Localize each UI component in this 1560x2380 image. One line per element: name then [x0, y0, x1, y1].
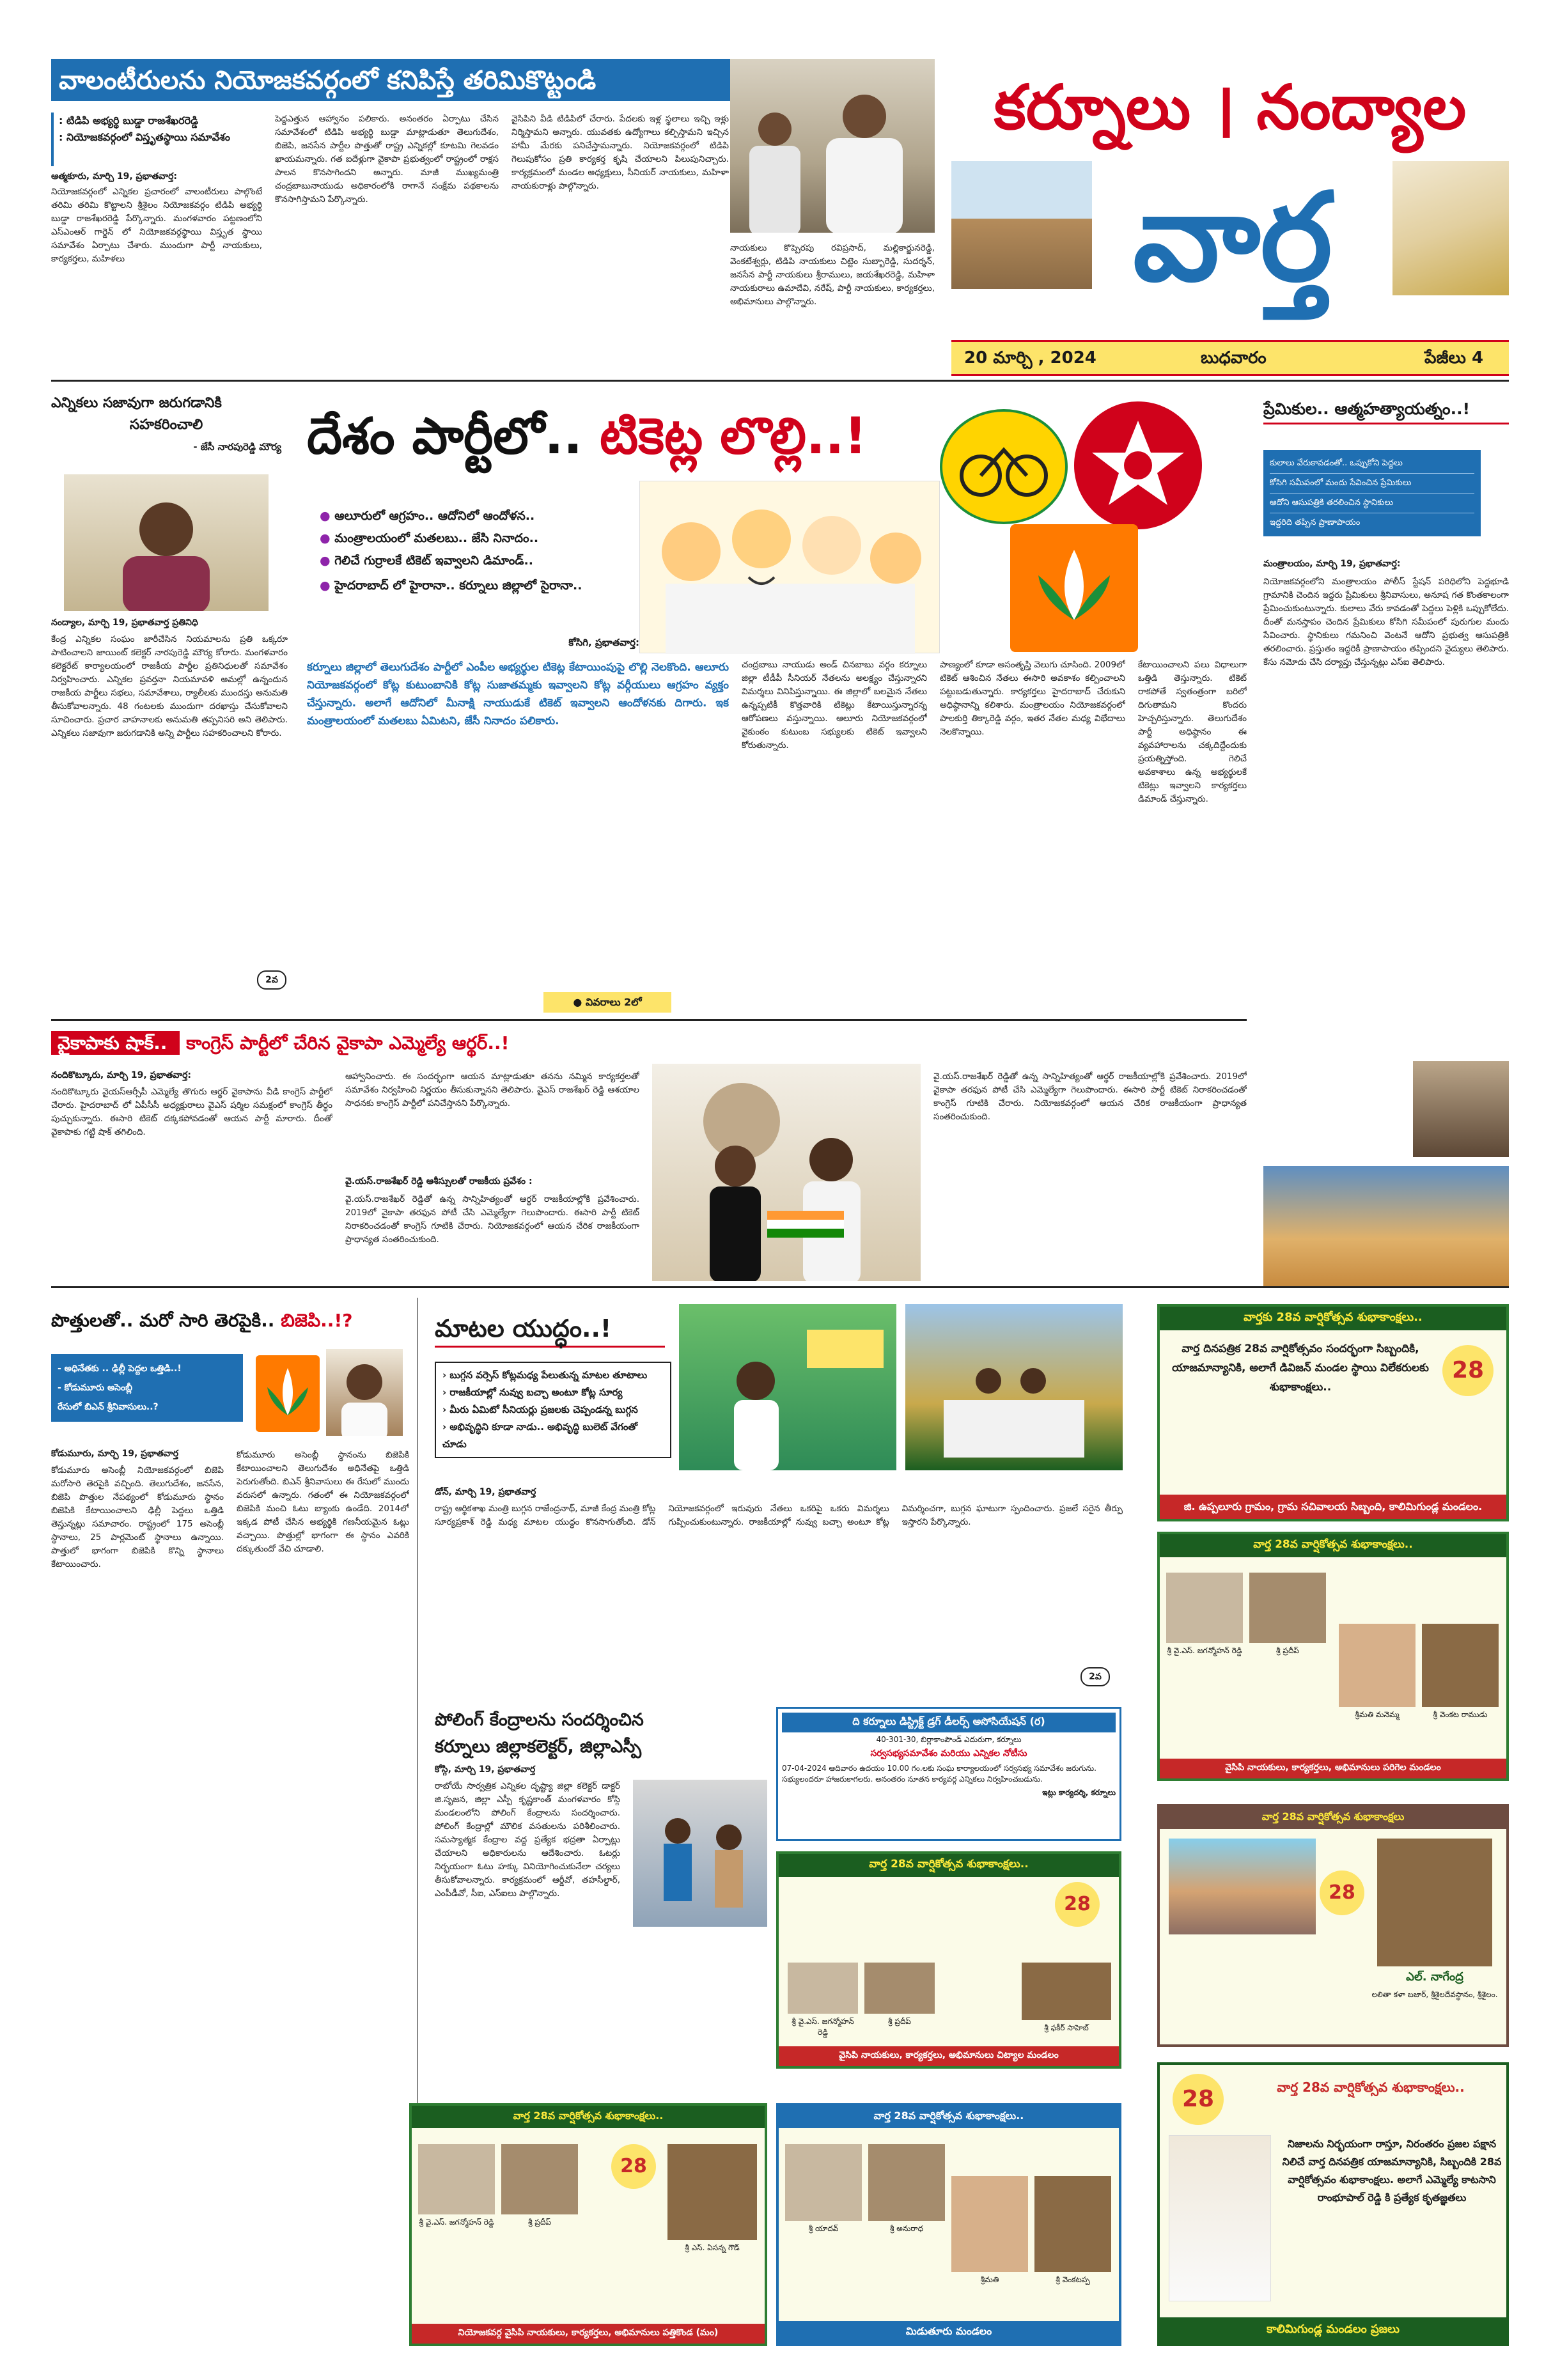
continued-marker: 2వ	[257, 970, 286, 990]
lover-photo-2	[1263, 1166, 1509, 1287]
story1-headline: వాలంటీరులను నియోజకవర్గంలో కనిపిస్తే తరిమికొట్టండి	[59, 66, 597, 95]
ad-title: వార్త 28వ వార్షికోత్సవ శుభాకాంక్షలు..	[1160, 1534, 1506, 1557]
story8-body: రాబోయే సార్వత్రిక ఎన్నికల దృష్ట్యా జిల్లా కలెక్టర్ డాక్టర్ జి.సృజన, జిల్లా ఎస్పీ కృష్ణకాంత్ మంగళవారం కోస్గి మండలంలోని పోలింగ్ కేంద్రాలను సందర్శించారు. పోలింగ్ కేంద్రాల్లో మౌలిక వసతులను పరిశీలించారు. సమస్యాత్మక కేంద్రాల వద్ద ప్రత్యేక భద్రతా ఏర్పాట్లు చేయాలని అధికారులను ఆదేశించారు. ఓటర్లు నిర్భయంగా ఓటు హక్కు వినియోగించుకునేలా చర్యలు తీసుకోవాలన్నారు. కార్యక్రమంలో ఆర్డీవో, తహసీల్దార్, ఎంపీడీవో, సీఐ, ఎస్ఐలు పాల్గొన్నారు.	[435, 1781, 620, 1899]
congress-joining-photo	[652, 1064, 921, 1281]
ad-person: శ్రీమతి	[951, 2176, 1028, 2285]
story5-col: ఆహ్వానించారు. ఈ సందర్భంగా ఆయన మాట్లాడుతూ తనను నమ్మిన కార్యకర్తలతో సమావేశం నిర్వహించి నిర్ణయం తీసుకున్నానని తెలిపారు. వైఎస్ రాజశేఖర్ రెడ్డి ఆశయాల సాధనకు కాంగ్రెస్ పార్టీలో పనిచేస్తానని పేర్కొన్నారు.	[345, 1071, 639, 1108]
ad-badge: 28	[1320, 1871, 1364, 1915]
story2-headline-line: సహకరించాలి	[129, 417, 203, 433]
story6-headline	[51, 1304, 409, 1337]
continued-marker: 2వ	[1080, 1667, 1110, 1686]
story3-headline	[307, 401, 946, 472]
story7-body: రాష్ట్ర ఆర్థికశాఖ మంత్రి బుగ్గన రాజేంద్రనాథ్, మాజీ కేంద్ర మంత్రి కోట్ల సూర్యప్రకాశ్ రెడ్డి మధ్య మాటల యుద్ధం కొనసాగుతోంది. డోన్ నియోజకవర్గంలో ఇరువురు నేతలు ఒకరిపై ఒకరు విమర్శలు గుప్పించుకుంటున్నారు. రాజకీయాల్లో నువ్వు బచ్చా అంటూ కోట్ల విమర్శించగా, బుగ్గన ఘాటుగా స్పందించారు. ప్రజలే సరైన తీర్పు ఇస్తారని పేర్కొన్నారు.	[435, 1504, 1123, 1527]
ad-person: శ్రీ ప్రదీప్	[1249, 1573, 1326, 1656]
bjp-logo-small	[256, 1355, 320, 1432]
ad-person: శ్రీ ప్రదీప్	[864, 1963, 935, 2027]
story1-col: నాయకులు కొప్పెరపు రవిప్రసాద్, మల్లికార్జునరెడ్డి, వెంకటేశ్వర్లు, టిడిపి నాయకులు చిట్టెం సుబ్బారెడ్డి, సుదర్శన్, జనసేన పార్టీ నాయకులు శ్రీరాములు, జయశేఖరరెడ్డి, మహిళా నాయకురాలు ఉమాదేవి, నరేష్, పార్టీ నాయకులు, కార్యకర్తలు, అభిమానులు పాల్గొన్నారు.	[730, 243, 935, 307]
ad-badge: 28	[1055, 1882, 1100, 1927]
story5-headline-b: కాంగ్రెస్ పార్టీలో చేరిన వైకాపా ఎమ్మెల్యే ఆర్థర్..!	[186, 1032, 510, 1054]
ad-title: వార్త 28వ వార్షికోత్సవ శుభాకాంక్షలు	[1160, 1807, 1506, 1829]
tdp-logo	[940, 409, 1068, 524]
ad-footer: నియోజకవర్గ వైసిపి నాయకులు, కార్యకర్తలు, అభిమానులు పత్తికొండ (మం)	[412, 2324, 765, 2344]
story3-bullets	[320, 509, 627, 600]
ad-badge: 28	[1442, 1345, 1494, 1396]
story1-deck-line: : నియోజకవర్గంలో విస్తృతస్థాయి సమావేశం	[59, 131, 230, 143]
ad-greeting	[1157, 1804, 1509, 2047]
story4-bullets	[1263, 450, 1481, 536]
story1-deck	[51, 113, 262, 166]
story1-deck-line: : టిడిపి అభ్యర్థి బుడ్డా రాజశేఖరరెడ్డి	[59, 114, 198, 127]
story3-headline-b: టికెట్ల లొల్లి..!	[600, 408, 867, 465]
ad-person-photo	[1377, 1839, 1492, 1966]
nandi-photo	[1392, 161, 1509, 295]
ad-person: శ్రీమతి మనెమ్మ	[1339, 1624, 1416, 1720]
ad-greeting	[776, 1851, 1121, 2069]
story3-col: పాణ్యంలో కూడా అసంతృప్తి వెలుగు చూసింది. 2009లో టికెట్ ఆశించిన నేతలు ఈసారి అవకాశం కల్పించాలని పట్టుబడుతున్నారు. కార్యకర్తలు హైదరాబాద్ చేరుకుని అధిష్ఠానాన్ని కలిశారు. మంత్రాలయం నియోజకవర్గంలో పాలకుర్తి తిక్కారెడ్డి వర్గం, ఇతర నేతల మధ్య విభేదాలు నెలకొన్నాయి.	[940, 660, 1125, 737]
story3-bullet: ● ఆలూరులో ఆగ్రహం.. ఆదోనిలో ఆందోళన..	[320, 509, 535, 523]
story6-bullet: రేసులో బిఎన్ శ్రీనివాసులు..?	[58, 1402, 159, 1412]
story3-more: ● వివరాలు 2లో	[543, 992, 671, 1013]
story7-headline: మాటల యుద్ధం..!	[435, 1309, 665, 1348]
story4-dateline: మంత్రాలయం, మార్చి 19, ప్రభాతవార్త:	[1263, 559, 1401, 569]
ad-body: నిజాలను నిర్భయంగా రాస్తూ, నిరంతరం ప్రజల పక్షాన నిలిచే వార్త దినపత్రిక యాజమాన్యానికి, సిబ్బందికి 28వ వార్షికోత్సవం శుభాకాంక్షలు. అలాగే ఎమ్మెల్యే కాటసాని రాంభూపాల్ రెడ్డి కి ప్రత్యేక కృతజ్ఞతలు	[1282, 2138, 1502, 2204]
fort-photo	[951, 161, 1092, 289]
ad-person: శ్రీ అనురాధ	[868, 2144, 945, 2234]
story6-bullet: - అధినేతకు .. ఢిల్లీ పెద్దల ఒత్తిడి..!	[58, 1364, 182, 1374]
story6-col: కోడుమూరు అసెంబ్లీ నియోజకవర్గంలో బిజెపి మరోసారి తెరపైకి వచ్చింది. తెలుగుదేశం, జనసేన, బిజెపి పొత్తుల నేపథ్యంలో కోడుమూరు స్థానం బిజెపికి కేటాయించాలని ఢిల్లీ పెద్దలు ఒత్తిడి తెస్తున్నట్లు సమాచారం. రాష్ట్రంలో 175 అసెంబ్లీ స్థానాలు, 25 పార్లమెంట్ స్థానాలు ఉన్నాయి. పొత్తులో భాగంగా బిజెపికి కొన్ని స్థానాలు కేటాయించారు.	[51, 1465, 224, 1569]
ad-person: శ్రీ వై.ఎస్. జగన్మోహన్ రెడ్డి	[788, 1963, 858, 2038]
story5-dateline: నందికొట్కూరు, మార్చి 19, ప్రభాతవార్త:	[51, 1070, 191, 1080]
story7-bullet: › మీరు ఏమిటో సీనియర్లు ప్రజలకు చెప్పండన్న బుగ్గన	[442, 1404, 638, 1415]
story3-bullet: ● హైదరాబాద్ లో హైరానా.. కర్నూలు జిల్లాలో సైరానా..	[320, 579, 582, 593]
story5-col: నందికొట్కూరు వైయస్ఆర్సీపీ ఎమ్మెల్యే తొగురు ఆర్థర్ వైకాపాను వీడి కాంగ్రెస్ పార్టీలో చేరారు. హైదరాబాద్ లో ఏపీసీసీ అధ్యక్షురాలు వైఎస్ షర్మిల సమక్షంలో కాంగ్రెస్ తీర్థం పుచ్చుకున్నారు. ఈసారి టికెట్ దక్కకపోవడంతో ఆయన పార్టీ మారారు. దీంతో వైకాపాకు గట్టి షాక్ తగిలింది.	[51, 1087, 332, 1137]
story5-headline-a: వైకాపాకు షాక్..	[51, 1031, 180, 1055]
ad-greeting	[1157, 1304, 1509, 1521]
ad-person-name: ఎల్. నాగేంద్ర	[1406, 1970, 1463, 1984]
story4-bullet: ఇద్దరిది తప్పిన ప్రాణాపాయం	[1270, 518, 1361, 527]
masthead-page: పేజీలు 4	[1424, 348, 1484, 368]
ad-badge: 28	[611, 2144, 656, 2189]
story4-bullet: ఆదోని ఆసుపత్రికి తరలించిన స్థానికులు	[1270, 494, 1474, 513]
candidate-photo	[326, 1349, 403, 1436]
story2-headline-line: ఎన్నికలు సజావుగా జరుగడానికి	[51, 395, 222, 411]
story3-bullet: ● మంత్రాలయంలో మతలబు.. జేసి నినాదం..	[320, 531, 539, 545]
ad-greeting	[1157, 1532, 1509, 1781]
story7-bullet: › బుగ్గన వర్సెస్ కోట్లమధ్య పేలుతున్న మాటల తూటాలు	[442, 1369, 648, 1381]
janasena-logo	[1074, 401, 1202, 529]
ad-footer: కాలిమిగుండ్ల మండలం ప్రజలు	[1160, 2317, 1506, 2344]
collector-visit-photo	[633, 1780, 767, 1927]
story1-col: వైసిపిని వీడి టిడిపిలో చేరారు. పేదలకు ఇళ్ల స్థలాలు ఇచ్చి ఇళ్లు నిర్మిస్తామని అన్నారు. యువతకు ఉద్యోగాలు కల్పిస్తామని ఇచ్చిన హామీ మేరకు పనిచేస్తామన్నారు. నియోజకవర్గంలో టిడిపి గెలుపుకోసం ప్రతి కార్యకర్త కృషి చేయాలని పిలుపునిచ్చారు. కార్యక్రమంలో మండల అధ్యక్షులు, సీనియర్ నాయకులు, మహిళా నాయకురాళ్లు పాల్గొన్నారు.	[511, 114, 729, 191]
story7-bullet: › అభివృద్ధిని కూడా నాడు.. అభివృద్ధి బులెట్ వేగంతో చూడు	[442, 1421, 638, 1450]
story5-subhead: వై.యస్.రాజశేఖర్ రెడ్డి ఆశీస్సులతో రాజకీయ ప్రవేశం :	[345, 1176, 533, 1186]
story3-col: కేటాయించాలని పలు విధాలుగా ఒత్తిడి తెస్తున్నారు. టికెట్ రాకపోతే స్వతంత్రంగా బరిలో దిగుతామని కొందరు హెచ్చరిస్తున్నారు. తెలుగుదేశం పార్టీ అధిష్ఠానం ఈ వ్యవహారాలను చక్కదిద్దేందుకు ప్రయత్నిస్తోంది. గెలిచే అవకాశాలు ఉన్న అభ్యర్థులకే టికెట్లు ఇవ్వాలని కార్యకర్తలు డిమాండ్ చేస్తున్నారు.	[1138, 660, 1247, 804]
cartoon-illustration	[639, 481, 940, 653]
story7-bullets	[435, 1362, 671, 1458]
ad-person: శ్రీ ఎస్. ఏసన్న గౌడ్	[667, 2144, 757, 2253]
story7-dateline: డోన్, మార్చి 19, ప్రభాతవార్త	[435, 1487, 536, 1497]
story8-headline	[435, 1707, 767, 1761]
masthead-day: బుధవారం	[1201, 348, 1267, 368]
ad-title: వార్త 28వ వార్షికోత్సవ శుభాకాంక్షలు..	[412, 2106, 765, 2128]
story3-bullet: ● గెలిచే గుర్రాలకే టికెట్ ఇవ్వాలని డిమాండ్..	[320, 554, 533, 568]
rally-photo	[905, 1304, 1123, 1470]
story5-col: వై.యస్.రాజశేఖర్ రెడ్డితో ఉన్న సాన్నిహిత్యంతో ఆర్థర్ రాజకీయాల్లోకి ప్రవేశించారు. 2019లో వైకాపా తరఫున పోటీ చేసి ఎమ్మెల్యేగా గెలుపొందారు. ఈసారి పార్టీ టికెట్ నిరాకరించడంతో కాంగ్రెస్ గూటికి చేరారు. నియోజకవర్గంలో ఆయన చేరిక రాజకీయంగా ప్రాధాన్యత సంతరించుకుంది.	[933, 1071, 1247, 1122]
ad-title: వార్తకు 28వ వార్షికోత్సవ శుభాకాంక్షలు..	[1160, 1307, 1506, 1330]
story6-headline-b: బిజెపి..!?	[281, 1310, 353, 1331]
temple-photo	[1169, 1839, 1316, 1934]
masthead-edition: కర్నూలు । నంద్యాల	[994, 72, 1467, 143]
story1-dateline: ఆత్మకూరు, మార్చి 19, ప్రభాతవార్త:	[51, 171, 177, 182]
story4-bullet: కోసిగి సమీపంలో మందు సేవించిన ప్రేమికులు	[1270, 474, 1474, 494]
story3-lead: కర్నూలు జిల్లాలో తెలుగుదేశం పార్టీలో ఎంపీల అభ్యర్థుల టికెట్ల కేటాయింపుపై లొల్లి నెలకొంది. ఆలూరు నియోజకవర్గంలో కోట్ల కుటుంబానికి కోట్ల సుజాతమ్మకు ఇవ్వాలని కోట్ల వర్గీయులు ఆగ్రహం వ్యక్తం చేస్తున్నారు. అలాగే ఆదోనిలో మీనాక్షి నాయుడుకే టికెట్ ఇవ్వాలని ఆందోళనకు దిగారు. ఇక మంత్రాలయంలో మతలబు ఏమిటని, జేసీ నినాదం పలికారు.	[307, 661, 729, 727]
story2-headline	[51, 393, 281, 458]
story8-headline-line: కర్నూలు జిల్లాకలెక్టర్, జిల్లాఎస్పీ	[435, 1737, 642, 1757]
story6-col: కోడుమూరు అసెంబ్లీ స్థానంను బిజెపికి కేటాయించాలని తెలుగుదేశం అధినేతపై ఒత్తిడి పెరుగుతోంది. బిఎన్ శ్రీనివాసులు ఈ రేసులో ముందు వరుసలో ఉన్నారు. గతంలో ఈ నియోజకవర్గంలో బిజెపికి మంచి ఓటు బ్యాంకు ఉండేది. 2014లో ఇక్కడ పోటీ చేసిన అభ్యర్థికి గణనీయమైన ఓట్లు వచ్చాయి. పొత్తుల్లో భాగంగా ఈ స్థానం ఎవరికి దక్కుతుందో వేచి చూడాలి.	[237, 1450, 409, 1554]
ad-person: శ్రీ వై.ఎస్. జగన్మోహన్ రెడ్డి	[1166, 1573, 1243, 1656]
divider	[51, 380, 1509, 382]
notice-address: 40-301-30, బిర్లాకాంపౌండ్ ఎదురుగా, కర్నూలు	[876, 1735, 1022, 1744]
story6-bullets	[51, 1354, 243, 1422]
story3-col: చంద్రబాబు నాయుడు అండ్ చినబాబు వర్గం కర్నూలు జిల్లా టీడీపీ సీనియర్ నేతలను అలక్ష్యం చేస్తున్నారని విమర్శలు వినిపిస్తున్నాయి. ఈ జిల్లాలో బలమైన నేతలు ఉన్నప్పటికీ కొత్తవారికి టికెట్లు కేటాయిస్తున్నారన్న ఆరోపణలు వస్తున్నాయి. ఆలూరు నియోజకవర్గంలో వైకుంఠం కుటుంబ సభ్యులకు టికెట్ ఇవ్వాలని కోరుతున్నారు.	[742, 660, 927, 751]
politician-speech-photo	[730, 59, 935, 233]
notice-body: 07-04-2024 ఆదివారం ఉదయం 10.00 గం.లకు సంఘ కార్యాలయంలో సర్వసభ్య సమావేశం జరుగును. సభ్యులందరూ హాజరుకాగలరు. అనంతరం నూతన కార్యవర్గ ఎన్నికలు నిర్వహించబడును.	[782, 1764, 1096, 1784]
ad-person: శ్రీ యాదవ్	[785, 2144, 862, 2234]
ad-title: వార్త 28వ వార్షికోత్సవ శుభాకాంక్షలు..	[1277, 2080, 1465, 2095]
story4-body: నియోజకవర్గంలోని మంత్రాలయం పోలీస్ స్టేషన్ పరిధిలోని పెద్దభూడి గ్రామానికి చెందిన ఇద్దరు ప్రేమికులు శ్రీనివాసులు, అనూష గత కొంతకాలంగా ప్రేమించుకుంటున్నారు. కులాలు వేరు కావడంతో పెద్దలు పెళ్లికి ఒప్పుకోలేదు. దీంతో మనస్తాపం చెందిన ప్రేమికులు కోసిగి సమీపంలో పురుగుల మందు సేవించారు. స్థానికులు గమనించి వెంటనే ఆదోని ప్రభుత్వ ఆసుపత్రికి తరలించారు. ప్రస్తుతం ఇద్దరికీ ప్రాణాపాయం తప్పిందని వైద్యులు తెలిపారు. కేసు నమోదు చేసి దర్యాప్తు చేస్తున్నట్లు ఎస్ఐ తెలిపారు.	[1263, 577, 1509, 667]
ad-person: శ్రీ వెంకట రాముడు	[1422, 1624, 1499, 1720]
notice-sign: ఇట్లు కార్యదర్శి, కర్నూలు	[1042, 1788, 1116, 1797]
masthead-logo: వార్త	[1133, 167, 1332, 308]
story2-byline: - జేసీ నారపురెడ్డి మౌర్య	[193, 441, 281, 453]
notice-title: ది కర్నూలు డిస్ట్రిక్ట్ డ్రగ్ డీలర్స్ అసోసియేషన్ (ర)	[782, 1713, 1116, 1732]
ad-greeting	[1157, 2062, 1509, 2346]
joint-collector-photo	[64, 474, 269, 611]
story1-col: పెద్దఎత్తున ఆహ్వానం పలికారు. అనంతరం ఏర్పాటు చేసిన సమావేశంలో టిడిపి అభ్యర్థి బుడ్డా మాట్లాడుతూ తెలుగుదేశం, బిజెపి, జనసేన పార్టీల పొత్తుతో రాష్ట్ర ఎన్నికల్లో కూటమి గెలవడం ఖాయమన్నారు. గత ఐదేళ్లుగా వైకాపా ప్రభుత్వంలో రాష్ట్రంలో రాక్షస పాలన కొనసాగిందని అన్నారు. మాజీ ముఖ్యమంత్రి చంద్రబాబునాయుడు అధికారంలోకి రాగానే సంక్షేమ పథకాలను కొనసాగిస్తామని పేర్కొన్నారు.	[275, 114, 499, 205]
ad-footer: మిడుతూరు మండలం	[779, 2321, 1119, 2344]
ad-person: శ్రీ వై.ఎస్. జగన్మోహన్ రెడ్డి	[418, 2144, 495, 2228]
story2-dateline: నంద్యాల, మార్చి 19, ప్రభాతవార్త ప్రతినిధి	[51, 618, 198, 628]
masthead-dateline-bar	[951, 340, 1509, 376]
story5-headline	[51, 1028, 1247, 1059]
divider	[51, 1286, 1509, 1288]
story6-dateline: కోడుమూరు, మార్చి 19, ప్రభాతవార్త	[51, 1449, 178, 1459]
bjp-logo	[1010, 524, 1138, 652]
story1-col: నియోజకవర్గంలో ఎన్నికల ప్రచారంలో వాలంటీరులు పాల్గొంటే తరిమి తరిమి కొట్టాలని శ్రీశైలం నియోజకవర్గం టిడిపి అభ్యర్థి బుడ్డా రాజశేఖరరెడ్డి పేర్కొన్నారు. మంగళవారం పట్టణంలోని ఎస్ఎంఆర్ గార్డెన్ లో నియోజకవర్గస్థాయి విస్తృత స్థాయి సమావేశం ఏర్పాటు చేశారు. ముందుగా పార్టీ నాయకులు, కార్యకర్తలు, మహిళలు	[51, 187, 262, 264]
story4-headline: ప్రేమికుల.. ఆత్మహత్యాయత్నం..!	[1263, 394, 1509, 424]
ad-greeting	[409, 2103, 767, 2346]
story6-bullet: - కోడుమూరు అసెంబ్లీ	[58, 1383, 132, 1393]
story6-headline-a: పొత్తులతో.. మరో సారి తెరపైకి..	[51, 1310, 281, 1331]
ad-badge: 28	[1173, 2074, 1224, 2125]
story2-body: కేంద్ర ఎన్నికల సంఘం జారీచేసిన నియమాలను ప్రతి ఒక్కరూ పాటించాలని జాయింట్ కలెక్టర్ నారపురెడ్డి మౌర్య కోరారు. మంగళవారం కలెక్టరేట్ కార్యాలయంలో రాజకీయ పార్టీల ప్రతినిధులతో సమావేశం నిర్వహించారు. ఎన్నికల ప్రవర్తనా నియమావళి అమల్లో ఉన్నందున రాజకీయ పార్టీలు సభలు, సమావేశాలు, ర్యాలీలకు ముందస్తు అనుమతి తీసుకోవాలన్నారు. 48 గంటలకు ముందుగా దరఖాస్తు చేసుకోవాలని సూచించారు. ప్రచార వాహనాలకు అనుమతి తప్పనిసరి అని తెలిపారు. ఎన్నికలు సజావుగా జరుగడానికి అన్ని పార్టీలు సహకరించాలని కోరారు.	[51, 634, 288, 738]
story5-col: వై.యస్.రాజశేఖర్ రెడ్డితో ఉన్న సాన్నిహిత్యంతో ఆర్థర్ రాజకీయాల్లోకి ప్రవేశించారు. 2019లో వైకాపా తరఫున పోటీ చేసి ఎమ్మెల్యేగా గెలుపొందారు. ఈసారి పార్టీ టికెట్ నిరాకరించడంతో కాంగ్రెస్ గూటికి చేరారు. నియోజకవర్గంలో ఆయన చేరిక రాజకీయంగా ప్రాధాన్యత సంతరించుకుంది.	[345, 1194, 639, 1245]
ad-footer: జి. ఉప్పలూరు గ్రామం, గ్రామ సచివాలయ సిబ్బంది, కాలిమిగుండ్ల మండలం.	[1160, 1495, 1506, 1519]
story3-byline: కోసిగి, ప్రభాతవార్త:	[568, 637, 639, 648]
divider	[51, 1019, 1247, 1021]
ad-person: శ్రీ ప్రదీప్	[501, 2144, 578, 2228]
ad-title: వార్త 28వ వార్షికోత్సవ శుభాకాంక్షలు..	[779, 2106, 1119, 2128]
story8-dateline: కోస్గి, మార్చి 19, ప్రభాతవార్త	[435, 1764, 536, 1775]
ad-person-photo	[1169, 2135, 1271, 2301]
association-notice	[776, 1707, 1121, 1841]
ad-greeting	[776, 2103, 1121, 2346]
story4-bullet: కులాలు వేరుకావడంతో.. ఒప్పుకోని పెద్దలు	[1270, 454, 1474, 474]
story3-headline-a: దేశం పార్టీలో..	[307, 408, 600, 465]
story8-headline-line: పోలింగ్ కేంద్రాలను సందర్శించిన	[435, 1710, 644, 1730]
ad-person: శ్రీ వెంకటప్ప	[1034, 2176, 1111, 2285]
ad-title: వార్త 28వ వార్షికోత్సవ శుభాకాంక్షలు..	[779, 1854, 1119, 1877]
minister-speech-photo	[679, 1304, 896, 1470]
ad-person-role: లలితా కళా బజార్, శ్రీశైలదేవస్థానం, శ్రీశైలం.	[1371, 1990, 1498, 1999]
story7-bullet: › రాజకీయాల్లో నువ్వు బచ్చా అంటూ కోట్ల సూర్య	[442, 1387, 623, 1398]
ad-footer: వైసిపి నాయకులు, కార్యకర్తలు, అభిమానులు పరిగెల మండలం	[1160, 1759, 1506, 1778]
ad-footer: వైసిపి నాయకులు, కార్యకర్తలు, అభిమానులు చిట్యాల మండలం	[779, 2046, 1119, 2066]
notice-subtitle: సర్వసభ్యసమావేశం మరియు ఎన్నికల నోటీసు	[870, 1748, 1027, 1759]
lover-photo-1	[1413, 1061, 1509, 1157]
ad-person: శ్రీ ఫకీర్ సాహెబ్	[1022, 1963, 1111, 2034]
masthead-date: 20 మార్చి , 2024	[964, 348, 1096, 368]
masthead	[951, 59, 1509, 381]
ad-body: వార్త దినపత్రిక 28వ వార్షికోత్సవం సందర్భంగా సిబ్బందికి, యాజమాన్యానికి, అలాగే డివిజన్ మండల స్థాయి విలేకరులకు శుభాకాంక్షలు..	[1172, 1342, 1429, 1394]
